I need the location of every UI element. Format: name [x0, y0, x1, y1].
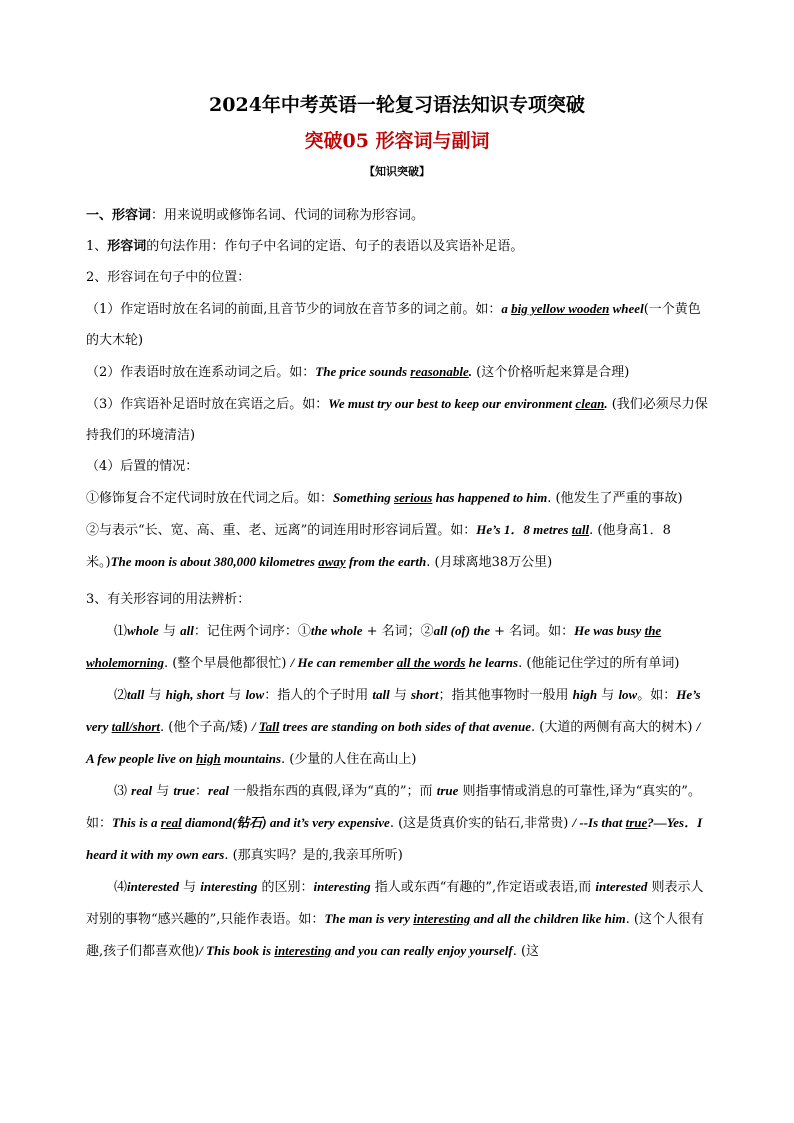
document-page — [86, 92, 708, 967]
paragraph-position-heading: 2、形容词在句子中的位置： — [86, 270, 251, 285]
paragraph-interested-interesting: ⑷interested 与 interesting 的区别：interesting 指人或东西“有趣的”,作定语或表语,而 interested 则表示人对别的事物“感兴趣的”,只能作表语。如：The man is very interesting and all the children like him. (这个人很有趣,孩子们都喜欢他)/ This book is interesting and you can really enjoy yourself. (这 — [86, 879, 704, 959]
paragraph-complement: （3）作宾语补足语时放在宾语之后。如：We must try our best to keep our environment clean. (我们必须尽力保持我们的环境清洁) — [86, 396, 708, 443]
document-subtitle: 突破05 形容词与副词 — [304, 130, 490, 152]
paragraph-postposition-heading: （4）后置的情况： — [86, 459, 199, 474]
paragraph-tall-high: ⑵tall 与 high, short 与 low：指人的个子时用 tall 与 short；指其他事物时一般用 high 与 low。如：He’s very tall/short. (他个子高/矮) / Tall trees are standing on both sides of that avenue. (大道的两侧有高大的树木) / A few people live on high mountains. (少量的人住在高山上) — [86, 687, 701, 767]
paragraph-indefinite-pronoun: ①修饰复合不定代词时放在代词之后。如：Something serious has happened to him. (他发生了严重的事故) — [86, 490, 683, 506]
paragraph-attributive: （1）作定语时放在名词的前面,且音节少的词放在音节多的词之前。如：a big yellow wooden wheel(一个黄色的大木轮) — [86, 301, 701, 348]
paragraph-whole-all: ⑴whole 与 all：记住两个词序：①the whole + 名词；②all (of) the + 名词。如：He was busy the wholemorning. (整个早晨他都很忙) / He can remember all the words he learns. (他能记住学过的所有单词) — [86, 623, 680, 671]
section-tag: 【知识突破】 — [364, 165, 430, 178]
paragraph-measure-words: ②与表示“长、宽、高、重、老、远离”的词连用时形容词后置。如：He’s 1．8 metres tall. (他身高1．8米。)The moon is about 380,000 kilometres away from the earth. (月球离地38万公里) — [86, 522, 671, 570]
paragraph-real-true: ⑶ real 与 true：real 一般指东西的真假,译为“真的”；而 true 则指事情或消息的可靠性,译为“真实的”。如：This is a real diamond(钻石) and it’s very expensive. (这是货真价实的钻石,非常贵) / --Is that true?—Yes．I heard it with my own ears. (那真实吗？是的,我亲耳所听) — [86, 783, 703, 863]
paragraph-predicative: （2）作表语时放在连系动词之后。如：The price sounds reasonable. (这个价格听起来算是合理) — [86, 364, 630, 380]
paragraph-syntax-function: 1、形容词的句法作用：作句子中名词的定语、句子的表语以及宾语补足语。 — [86, 239, 524, 254]
document-title: 2024年中考英语一轮复习语法知识专项突破 — [209, 94, 585, 116]
document-body — [86, 200, 708, 967]
paragraph-adjective-definition: 一、形容词：用来说明或修饰名词、代词的词称为形容词。 — [86, 208, 425, 223]
paragraph-usage-heading: 3、有关形容词的用法辨析： — [86, 592, 251, 607]
